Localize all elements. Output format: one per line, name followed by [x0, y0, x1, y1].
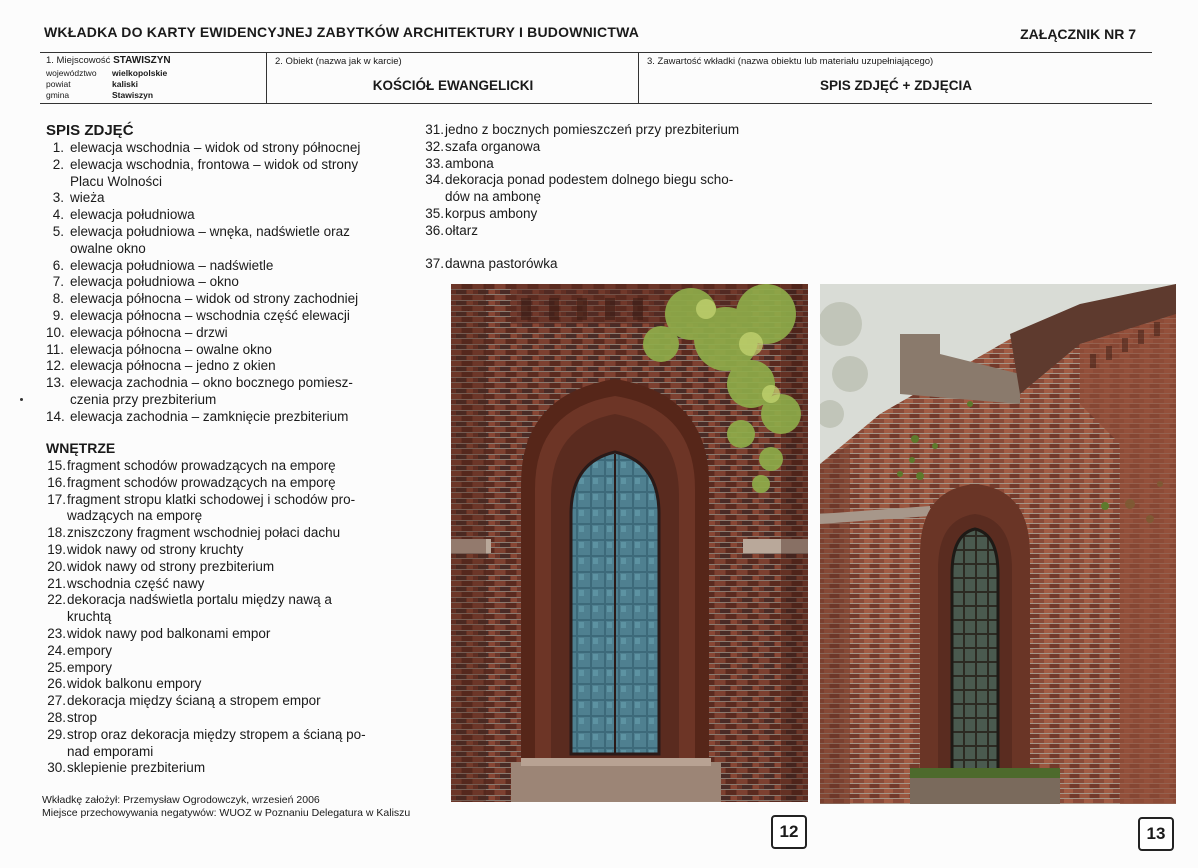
list-item-text — [67, 676, 201, 693]
list-item-text — [67, 727, 366, 761]
list-item-text — [70, 375, 353, 409]
commune-row — [46, 90, 153, 100]
voivodeship-value: wielkopolskie — [112, 68, 168, 78]
list-item-line: elewacja północna – owalne okno — [70, 341, 272, 357]
list-item-text — [70, 224, 350, 258]
object-label: 2. Obiekt (nazwa jak w karcie) — [275, 56, 402, 67]
list-item — [424, 139, 764, 156]
list-item-number: 17. — [47, 491, 66, 507]
commune-value: Stawiszyn — [112, 90, 154, 100]
list-item-line: wadzących na emporę — [67, 508, 203, 524]
list-item — [46, 291, 386, 308]
list-item — [46, 325, 386, 342]
list-item-number: 8. — [52, 291, 64, 307]
list-item-text — [67, 492, 355, 526]
list-item-line: elewacja południowa – nadświetle — [70, 257, 274, 273]
photo-list-column-2 — [424, 122, 764, 240]
list-item-number: 3. — [52, 190, 64, 206]
photo-number-12: 12 — [771, 815, 807, 849]
list-item-line: dów na ambonę — [445, 189, 542, 205]
document-title: WKŁADKA DO KARTY EWIDENCYJNEJ ZABYTKÓW ARCHITEKTURY I BUDOWNICTWA — [44, 24, 640, 40]
list-item-line: ambona — [445, 155, 494, 171]
list-item-line: strop — [67, 709, 98, 725]
list-item-line: elewacja wschodnia, frontowa – widok od strony — [70, 156, 359, 172]
list-item-line: ołtarz — [445, 222, 479, 238]
list-item — [46, 224, 386, 258]
list-item — [46, 710, 386, 727]
list-item-line: elewacja północna – drzwi — [70, 324, 228, 340]
list-item-text — [445, 156, 494, 173]
margin-dot — [20, 398, 23, 401]
list-item-line: strop oraz dekoracja między stropem a ścianą po- — [67, 726, 366, 742]
list-item — [46, 274, 386, 291]
list-item-number: 9. — [52, 307, 64, 323]
list-item-text — [445, 172, 733, 206]
list-item-number: 27. — [47, 693, 66, 709]
list-item-number: 2. — [52, 156, 64, 172]
list-item-number: 13. — [46, 375, 65, 391]
list-item-text — [70, 409, 348, 426]
location-cell — [40, 53, 264, 103]
list-item-text — [67, 475, 336, 492]
voivodeship-key: województwo — [46, 68, 97, 78]
list-item-line: widok nawy od strony prezbiterium — [67, 558, 275, 574]
list-item-line: korpus ambony — [445, 205, 538, 221]
list-item-text — [67, 542, 243, 559]
photo-list-column-2b — [424, 256, 764, 273]
list-item-text — [70, 342, 272, 359]
list-item-line: dekoracja nadświetla portalu między nawą a — [67, 592, 332, 608]
list-item-text — [70, 157, 358, 191]
photo-13-image — [820, 284, 1176, 804]
list-item — [46, 308, 386, 325]
list-item-line: fragment stropu klatki schodowej i schodów pro- — [67, 491, 356, 507]
list-item-text — [67, 710, 97, 727]
list-item-line: elewacja północna – wschodnia część elewacji — [70, 307, 350, 323]
photo-list-title: SPIS ZDJĘĆ — [46, 122, 134, 139]
list-item-number: 31. — [425, 122, 444, 137]
list-item-number: 18. — [47, 525, 66, 541]
list-item-text — [70, 140, 360, 157]
list-item-line: nad emporami — [67, 743, 154, 759]
photo-13-facade — [820, 284, 1176, 804]
list-item-line: owalne okno — [70, 240, 146, 256]
list-item — [424, 256, 764, 273]
list-item-line: czenia przy prezbiterium — [70, 391, 217, 407]
list-item-number: 22. — [47, 592, 66, 608]
list-item-text — [67, 559, 274, 576]
list-item — [424, 172, 764, 206]
list-item-line: empory — [67, 642, 113, 658]
header-table — [40, 52, 1152, 104]
contents-value: SPIS ZDJĘĆ + ZDJĘCIA — [820, 78, 972, 93]
photo-12-image — [451, 284, 808, 802]
commune-key: gmina — [46, 90, 70, 100]
list-item-line: sklepienie prezbiterium — [67, 760, 206, 776]
list-item-line: widok balkonu empory — [67, 676, 202, 692]
list-item-number: 14. — [46, 408, 65, 424]
photo-12-window — [451, 284, 808, 802]
voivodeship-row — [46, 68, 167, 78]
list-item — [424, 122, 764, 139]
list-item-line: jedno z bocznych pomieszczeń przy prezbiterium — [445, 122, 740, 137]
photo-number-13: 13 — [1138, 817, 1174, 851]
list-item — [46, 626, 386, 643]
list-item — [46, 542, 386, 559]
list-item-number: 1. — [52, 140, 64, 155]
list-item-line: Placu Wolności — [70, 173, 163, 189]
object-value: KOŚCIÓŁ EWANGELICKI — [372, 78, 534, 93]
list-item-number: 25. — [47, 659, 66, 675]
list-item — [46, 157, 386, 191]
list-item — [46, 140, 386, 157]
list-item-line: empory — [67, 659, 113, 675]
interior-photo-list — [46, 458, 386, 777]
list-item-line: zniszczony fragment wschodniej połaci dachu — [67, 525, 341, 541]
list-item-number: 7. — [52, 274, 64, 290]
list-item — [46, 475, 386, 492]
list-item — [46, 375, 386, 409]
list-item — [46, 458, 386, 475]
list-item — [424, 223, 764, 240]
list-item — [46, 525, 386, 542]
list-item-line: elewacja północna – widok od strony zachodniej — [70, 291, 359, 307]
list-item — [46, 676, 386, 693]
list-item-number: 28. — [47, 709, 66, 725]
list-item-text — [445, 206, 537, 223]
list-item-number: 34. — [425, 172, 444, 188]
list-item-number: 29. — [47, 726, 66, 742]
list-item-line: kruchtą — [67, 609, 112, 625]
list-item-line: dekoracja ponad podestem dolnego biegu scho- — [445, 172, 734, 188]
list-item-text — [70, 190, 105, 207]
list-item-line: wschodnia część nawy — [67, 575, 205, 591]
list-item-number: 26. — [47, 676, 66, 692]
list-item-line: dawna pastorówka — [445, 256, 558, 271]
list-item — [46, 643, 386, 660]
list-item-number: 35. — [425, 205, 444, 221]
list-item-number: 5. — [52, 223, 64, 239]
list-item-text — [67, 626, 270, 643]
list-item-number: 20. — [47, 558, 66, 574]
list-item-number: 16. — [47, 474, 66, 490]
list-item — [46, 190, 386, 207]
list-item-text — [445, 256, 558, 273]
list-item-line: dekoracja między ścianą a stropem empor — [67, 693, 321, 709]
list-item-number: 19. — [47, 541, 66, 557]
list-item-number: 12. — [46, 358, 65, 374]
list-item-line: wieża — [70, 190, 105, 206]
list-item-text — [67, 693, 321, 710]
list-item-number: 30. — [47, 760, 66, 776]
list-item-line: elewacja wschodnia – widok od strony północnej — [70, 140, 361, 155]
list-item — [46, 592, 386, 626]
list-item-line: widok nawy od strony kruchty — [67, 541, 244, 557]
list-item — [424, 156, 764, 173]
list-item-text — [67, 660, 112, 677]
list-item-number: 11. — [46, 341, 64, 357]
county-row — [46, 79, 138, 89]
location-place: STAWISZYN — [113, 55, 171, 66]
list-item-text — [445, 139, 540, 156]
list-item-text — [70, 291, 358, 308]
list-item — [46, 207, 386, 224]
list-item — [46, 358, 386, 375]
list-item-line: elewacja północna – jedno z okien — [70, 358, 276, 374]
list-item — [46, 342, 386, 359]
list-item — [46, 258, 386, 275]
list-item-text — [70, 207, 195, 224]
list-item-line: widok nawy pod balkonami empor — [67, 625, 271, 641]
list-item-number: 32. — [425, 138, 444, 154]
list-item-text — [445, 223, 478, 240]
list-item-number: 33. — [425, 155, 444, 171]
list-item — [46, 727, 386, 761]
list-item-text — [445, 122, 739, 139]
list-item-number: 10. — [46, 324, 65, 340]
list-item-line: elewacja południowa – wnęka, nadświetle oraz — [70, 223, 350, 239]
list-item-line: fragment schodów prowadzących na emporę — [67, 458, 336, 473]
contents-label: 3. Zawartość wkładki (nazwa obiektu lub materiału uzupełniającego) — [647, 56, 934, 67]
list-item-line: elewacja południowa – okno — [70, 274, 239, 290]
list-item-text — [67, 643, 112, 660]
list-item-text — [70, 274, 239, 291]
author-note: Wkładkę założył: Przemysław Ogrodowczyk, wrzesień 2006 — [42, 794, 320, 806]
list-item-text — [67, 760, 205, 777]
list-item — [46, 576, 386, 593]
list-item-number: 37. — [425, 256, 444, 271]
list-item-number: 4. — [52, 207, 64, 223]
list-item — [46, 760, 386, 777]
list-item-number: 21. — [47, 575, 66, 591]
object-cell — [266, 53, 639, 103]
list-item-number: 23. — [47, 625, 66, 641]
list-item-line: szafa organowa — [445, 138, 541, 154]
list-item-line: fragment schodów prowadzących na emporę — [67, 474, 336, 490]
list-item-text — [67, 592, 332, 626]
list-item — [46, 492, 386, 526]
list-item-number: 15. — [47, 458, 66, 473]
list-item-text — [70, 258, 273, 275]
list-item — [46, 660, 386, 677]
list-item — [424, 206, 764, 223]
exterior-photo-list — [46, 140, 386, 426]
list-item-text — [67, 576, 204, 593]
location-label: 1. Miejscowość — [46, 55, 111, 66]
list-item-text — [67, 525, 340, 542]
list-item-line: elewacja zachodnia – okno bocznego pomiesz- — [70, 375, 353, 391]
list-item — [46, 409, 386, 426]
list-item-number: 36. — [425, 222, 444, 238]
list-item — [46, 693, 386, 710]
list-item-number: 6. — [52, 257, 64, 273]
list-item-text — [70, 358, 276, 375]
interior-section-title: WNĘTRZE — [46, 440, 116, 456]
list-item-line: elewacja południowa — [70, 207, 195, 223]
county-key: powiat — [46, 79, 71, 89]
list-item-text — [67, 458, 336, 475]
list-item-number: 24. — [47, 642, 66, 658]
storage-note: Miejsce przechowywania negatywów: WUOZ w Poznaniu Delegatura w Kaliszu — [42, 807, 411, 819]
county-value: kaliski — [112, 79, 138, 89]
list-item-line: elewacja zachodnia – zamknięcie prezbiterium — [70, 408, 349, 424]
list-item-text — [70, 308, 350, 325]
list-item — [46, 559, 386, 576]
list-item-text — [70, 325, 228, 342]
annex-label: ZAŁĄCZNIK NR 7 — [1020, 26, 1136, 42]
contents-cell — [638, 53, 1153, 103]
